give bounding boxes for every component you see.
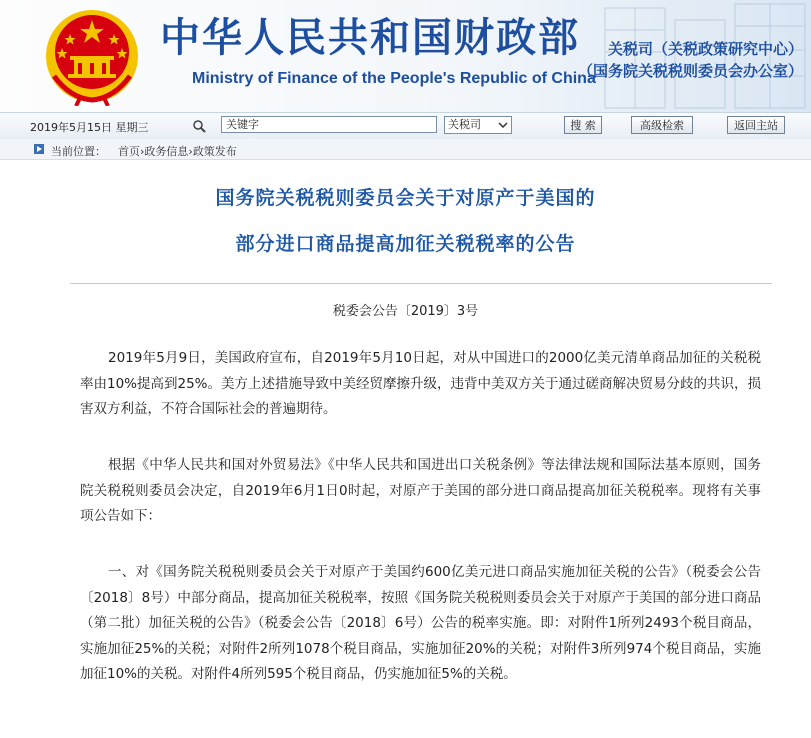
article-paragraph: 一、对《国务院关税税则委员会关于对原产于美国约600亿美元进口商品实施加征关税的公告》（税委会公告〔2018〕8号）中部分商品，提高加征关税税率，按照《国务院关税税则委员会关于对原产于美国的部分进口商品（第二批）加征关税的公告》（税委会公告〔2018〕6号）公告的税率实施。即：对附件1所列2493个税目商品，实施加征25%的关税；对附件2所列1078个税目商品，实施加征20%的关税；对附件3所列974个税目商品，实施加征10%的关税。对附件4所列595个税目商品，仍实施加征5%的关税。 <box>80 564 761 682</box>
article-paragraph: 2019年5月9日，美国政府宣布，自2019年5月10日起，对从中国进口的2000亿美元清单商品加征的关税税率由10%提高到25%。美方上述措施导致中美经贸摩擦升级，违背中美双方关于通过磋商解决贸易分歧的共识，损害双方利益，不符合国际社会的普遍期待。 <box>80 350 762 417</box>
keyword-search-input[interactable]: 关键字 <box>221 116 437 133</box>
breadcrumb-separator: › <box>188 145 193 158</box>
department-line-1: 关税司（关税政策研究中心） <box>607 40 803 58</box>
breadcrumb-item-home[interactable]: 首页 <box>118 145 140 158</box>
location-icon <box>33 143 45 155</box>
site-header <box>0 0 811 112</box>
department-line-2: （国务院关税税则委员会办公室） <box>577 62 803 80</box>
national-emblem-icon <box>40 6 144 106</box>
search-icon <box>192 119 208 133</box>
title-divider <box>70 283 772 284</box>
department-select-value: 关税司 <box>448 118 481 131</box>
chevron-down-icon <box>497 118 509 132</box>
return-home-button[interactable]: 返回主站 <box>727 116 785 134</box>
department-select[interactable] <box>444 116 512 134</box>
advanced-search-button[interactable]: 高级检索 <box>631 116 693 134</box>
breadcrumb-path <box>118 143 237 159</box>
document-number: 税委会公告〔2019〕3号 <box>332 304 479 319</box>
department-name <box>578 38 803 82</box>
breadcrumb-item-policy-release[interactable]: 政策发布 <box>192 145 237 158</box>
search-toolbar <box>0 112 811 140</box>
current-date: 2019年5月15日 星期三 <box>30 121 149 134</box>
article-title-line-2: 部分进口商品提高加征关税税率的公告 <box>235 233 576 255</box>
site-title: 中华人民共和国财政部 <box>160 14 580 61</box>
breadcrumb <box>0 139 811 160</box>
breadcrumb-label: 当前位置： <box>51 145 106 158</box>
breadcrumb-item-government-info[interactable]: 政务信息 <box>144 145 189 158</box>
article-paragraph: 根据《中华人民共和国对外贸易法》《中华人民共和国进出口关税条例》等法律法规和国际法基本原则，国务院关税税则委员会决定，自2019年6月1日0时起，对原产于美国的部分进口商品提高加征关税税率。现将有关事项公告如下： <box>80 457 761 524</box>
search-button[interactable]: 搜 索 <box>564 116 602 134</box>
site-subtitle: Ministry of Finance of the People's Republic of China <box>192 70 596 87</box>
article-title-line-1: 国务院关税税则委员会关于对原产于美国的 <box>215 187 596 209</box>
breadcrumb-separator: › <box>140 145 145 158</box>
